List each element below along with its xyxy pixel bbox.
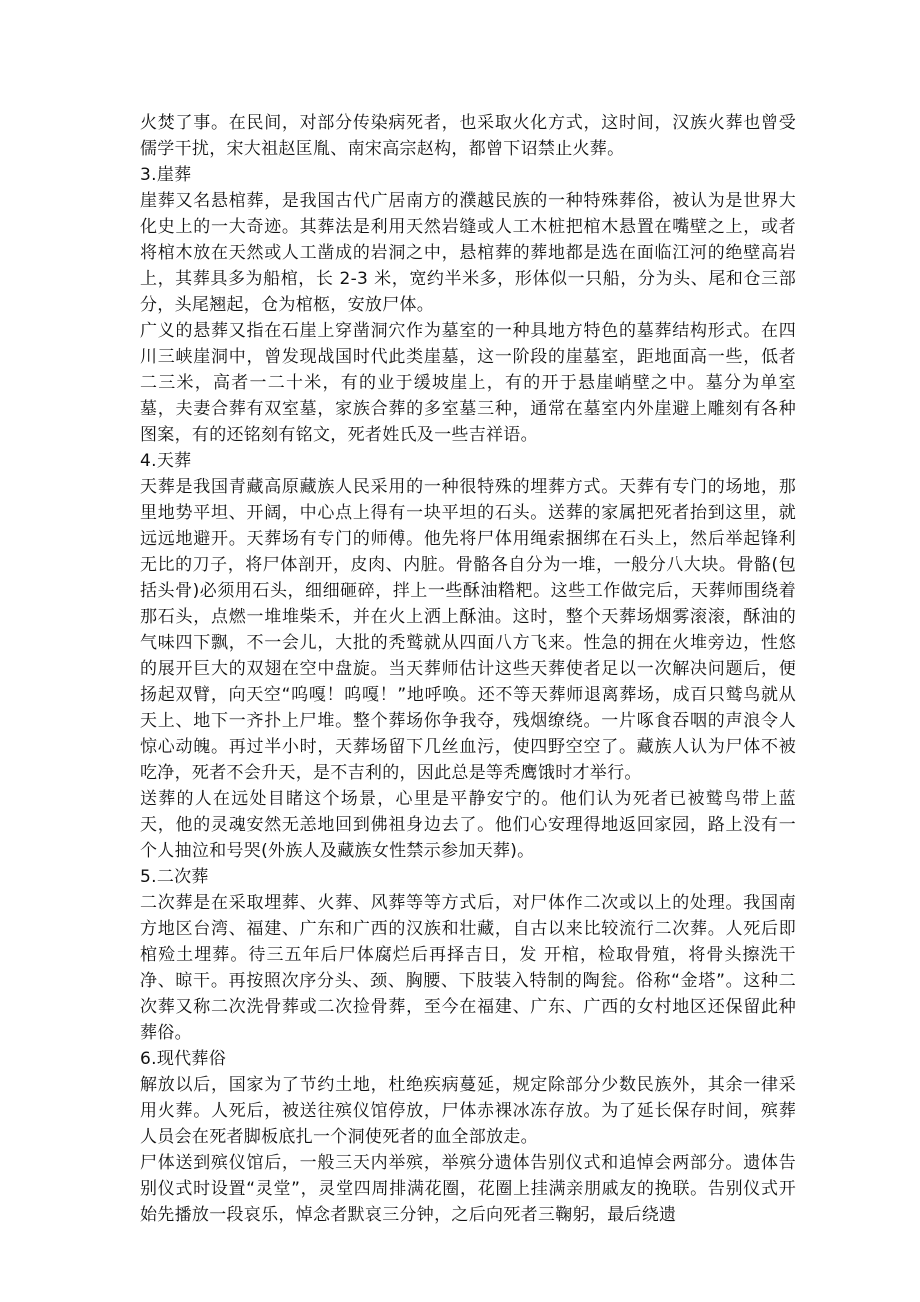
document-body (140, 110, 796, 1228)
paragraph-modern-funeral-2: 尸体送到殡仪馆后，一般三天内举殡，举殡分遗体告别仪式和追悼会两部分。遗体告别仪式时设置“灵堂”，灵堂四周排满花圈，花圈上挂满亲朋戚友的挽联。告别仪式开始先播放一段哀乐，悼念者默哀三分钟，之后向死者三鞠躬，最后绕遗 (140, 1153, 796, 1225)
paragraph-modern-funeral-1: 解放以后，国家为了节约土地，杜绝疾病蔓延，规定除部分少数民族外，其余一律采用火葬。人死后，被送往殡仪馆停放，尸体赤裸冰冻存放。为了延长保存时间，殡葬人员会在死者脚板底扎一个洞使死者的血全部放走。 (140, 1075, 796, 1147)
paragraph-secondary-burial: 二次葬是在采取埋葬、火葬、风葬等等方式后，对尸体作二次或以上的处理。我国南方地区台湾、福建、广东和广西的汉族和壮藏，自古以来比较流行二次葬。人死后即棺殓土埋葬。待三五年后尸体腐烂后再择吉日，发 开棺，检取骨殖，将骨头擦洗干净、晾干。再按照次序分头、颈、胸腰、下肢装入特制的陶瓮。俗称“金塔”。这种二次葬又称二次洗骨葬或二次捡骨葬，至今在福建、广东、广西的女村地区还保留此种葬俗。 (140, 893, 796, 1043)
section-heading-sky-burial: 4.天葬 (140, 451, 192, 471)
paragraph-cliff-burial-1: 崖葬又名悬棺葬，是我国古代广居南方的濮越民族的一种特殊葬俗，被认为是世界大化史上的一大奇迹。其葬法是利用天然岩缝或人工木桩把棺木悬置在嘴壁之上，或者将棺木放在天然或人工凿成的岩洞之中，悬棺葬的葬地都是选在面临江河的绝壁高岩上，其葬具多为船棺，长 2-3 米，宽约半米多，形体似一只船，分为头、尾和仓三部分，头尾翘起，仓为棺柩，安放尸体。 (140, 191, 796, 315)
paragraph-sky-burial-2: 送葬的人在远处目睹这个场景，心里是平静安宁的。他们认为死者已被鹫鸟带上蓝天，他的灵魂安然无恙地回到佛祖身边去了。他们心安理得地返回家园，路上没有一个人抽泣和号哭(外族人及藏族女性禁示参加天葬)。 (140, 789, 796, 861)
section-heading-secondary-burial: 5.二次葬 (140, 867, 209, 887)
paragraph-cliff-burial-2: 广义的悬葬又指在石崖上穿凿洞穴作为墓室的一种具地方特色的墓葬结构形式。在四川三峡崖洞中，曾发现战国时代此类崖墓，这一阶段的崖墓室，距地面高一些，低者二三米，高者一二十米，有的业于缓坡崖上，有的开于悬崖峭壁之中。墓分为单室墓，夫妻合葬有双室墓，家族合葬的多室墓三种，通常在墓室内外崖避上雕刻有各种图案，有的还铭刻有铭文，死者姓氏及一些吉祥语。 (140, 321, 796, 445)
section-heading-cliff-burial: 3.崖葬 (140, 165, 192, 185)
paragraph-cremation-end: 火焚了事。在民间，对部分传染病死者，也采取火化方式，这时间，汉族火葬也曾受儒学干扰，宋大祖赵匡胤、南宋高宗赵构，都曾下诏禁止火葬。 (140, 113, 796, 159)
section-heading-modern-funeral: 6.现代葬俗 (140, 1049, 227, 1069)
paragraph-sky-burial-1: 天葬是我国青藏高原藏族人民采用的一种很特殊的埋葬方式。天葬有专门的场地，那里地势平坦、开阔，中心点上得有一块平坦的石头。送葬的家属把死者抬到这里，就远远地避开。天葬场有专门的师傅。他先将尸体用绳索捆绑在石头上，然后举起锋利无比的刀子，将尸体剖开，皮肉、内脏。骨骼各自分为一堆，一般分八大块。骨骼(包括头骨)必须用石头，细细砸碎，拌上一些酥油糌粑。这些工作做完后，天葬师围绕着那石头，点燃一堆堆柴禾，并在火上洒上酥油。这时，整个天葬场烟雾滚滚，酥油的气味四下飘，不一会儿，大批的秃鹫就从四面八方飞来。性急的拥在火堆旁边，性悠的展开巨大的双翅在空中盘旋。当天葬师估计这些天葬使者足以一次解决问题后，便扬起双臂，向天空“呜嘎！呜嘎！”地呼唤。还不等天葬师退离葬场，成百只鹫鸟就从天上、地下一齐扑上尸堆。整个葬场你争我夺，残烟缭绕。一片啄食吞咽的声浪令人惊心动魄。再过半小时，天葬场留下几丝血污，使四野空空了。藏族人认为尸体不被吃净，死者不会升天，是不吉利的，因此总是等秃鹰饿时才举行。 (140, 477, 796, 783)
